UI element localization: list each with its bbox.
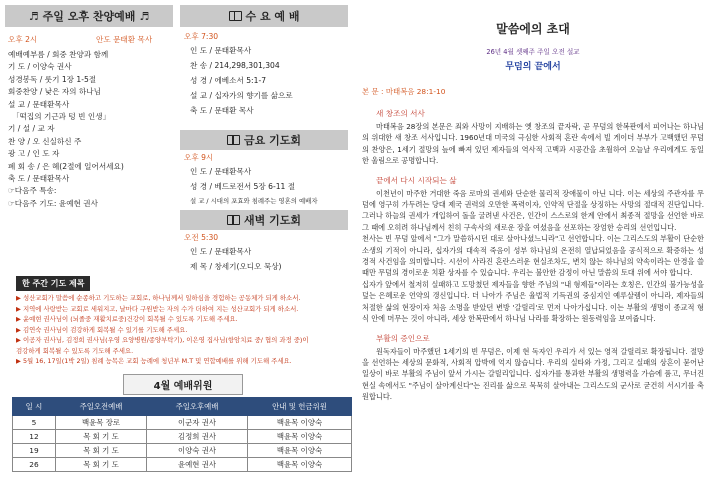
sermon-section-title: 끝에서 다시 시작되는 삶: [376, 175, 457, 185]
duty-cell: 5: [13, 416, 56, 430]
friday-line: 설 교 / 시대의 포효와 침례주는 영혼의 예배자: [190, 197, 318, 206]
dawn-body: [184, 232, 349, 274]
duty-header: 주일오전예배: [56, 398, 147, 416]
wednesday-line: 인 도 / 문태환목사: [190, 46, 252, 56]
afternoon-line: 광 고 / 인 도 자: [8, 149, 60, 159]
duty-cell: 윤예현 권사: [147, 458, 248, 472]
friday-title: 금요 기도회: [244, 134, 301, 147]
afternoon-time: 오후 2시: [8, 35, 38, 44]
prayer-item: ▶ 윤예현 권사님이 (뇌졸중 재활치료중)건강이 회복될 수 있도록 기도해 주세요.: [16, 315, 238, 323]
sermon-title: 무덤의 끝에서: [505, 62, 561, 72]
afternoon-line: 폐 회 송 / 은 혜(2절에 일어서세요): [8, 161, 124, 171]
table-row: [13, 416, 352, 430]
duty-cell: 12: [13, 430, 56, 444]
prayer-item: 검강하게 회복될 수 있도록 기도해 주세요.: [16, 346, 134, 355]
afternoon-line: 축 도 / 문태환목사: [8, 174, 70, 184]
wednesday-line: 축 도 / 문태환 목사: [190, 106, 254, 116]
table-row: [13, 458, 352, 472]
table-row: [13, 444, 352, 458]
dawn-header: [180, 210, 348, 230]
sermon-paragraph: 원독자들이 마주했던 1세기의 빈 무덤은, 이제 현 독자인 우리가 서 있는 영적 갈릴리로 확장됩니다. 절망을 선언하는 세상의 문화적, 사회적 압박에 억지 않습니다. 우리의 실타와 가정, 그리고 실패의 상흔이 묻어난 일상이 바로 부활의 주님이 앞서 가시는 갈릴리입니다. 십자가를 통과한 부활의 생명력을 가슴에 품고, 무너진 현실 속에서도 "주님이 살아계신다"는 진리를 삶으로 묵묵히 살아내는 그리스도의 군사로 굳건히 서시기를 축원합니다.: [362, 346, 704, 402]
afternoon-line: 성경봉독 / 룻기 1장 1-5절: [8, 74, 97, 84]
friday-time: 오후 9시: [184, 153, 214, 162]
wednesday-time: 오후 7:30: [184, 32, 219, 41]
afternoon-order: [8, 49, 176, 210]
prayer-title: 한 주간 기도 제목: [16, 276, 90, 291]
friday-header: [180, 130, 348, 150]
duty-cell: 이군자 권사: [147, 416, 248, 430]
wednesday-header: [180, 5, 348, 27]
afternoon-line: 예배예부름 / 회중 찬양과 함께: [8, 50, 109, 59]
sermon-section-title: 새 창조의 서사: [376, 109, 425, 118]
duty-cell: 김정희 권사: [147, 430, 248, 444]
duty-cell: 목 회 기 도: [56, 430, 147, 444]
duty-table: [12, 397, 352, 472]
sermon-column: [358, 0, 708, 500]
sermon-heading: 말씀에의 초대: [496, 22, 570, 36]
afternoon-header: [5, 5, 173, 27]
prayer-item: ▶ 지역에 사랑받는 교회로 세워지고, 날마다 구원받는 자의 수가 더하여 지는 성산교회가 되게 하소서.: [16, 304, 299, 313]
wednesday-title: 수 요 예 배: [245, 10, 300, 23]
duty-cell: 백윤목 이양숙: [248, 430, 352, 444]
afternoon-line: 회중찬양 / 낮은 자의 하나님: [8, 87, 101, 97]
book-icon: [229, 11, 242, 21]
dawn-title: 새벽 기도회: [244, 214, 301, 227]
duty-cell: 백윤목 이양숙: [248, 444, 352, 458]
duty-table-wrap: [12, 397, 352, 472]
duty-cell: 백윤목 이양숙: [248, 416, 352, 430]
sermon-date: 26년 4월 셋째주 주일 오전 설교: [486, 48, 580, 56]
afternoon-sermon-title: 「떡집의 기근과 텅 빈 인생」: [12, 112, 111, 122]
duty-cell: 목 회 기 도: [56, 444, 147, 458]
dawn-line: 인 도 / 문태환목사: [190, 247, 252, 257]
prayer-list: [16, 293, 354, 367]
sermon-body: [358, 103, 708, 503]
prayer-item: ▶ 5월 16, 17일(1박 2일) 침례 능목은 교회 능례에 청년부 M.T 및 연합예배를 위해 기도해 주세요.: [16, 357, 292, 365]
prayer-item: ▶ 김연숙 권사님이 검강하게 회복될 수 있기를 기도해 주세요.: [16, 325, 188, 334]
duty-header: 주일오후예배: [147, 398, 248, 416]
table-row: [13, 430, 352, 444]
duty-cell: 목 회 기 도: [56, 458, 147, 472]
duty-header: 일 시: [13, 398, 56, 416]
afternoon-line: 설 교 / 문태환목사: [8, 99, 70, 109]
duty-cell: 26: [13, 458, 56, 472]
afternoon-line: 기 도 / 이양숙 권사: [8, 62, 72, 72]
sermon-scripture: 본 문 : 마태복음 28:1-10: [362, 87, 446, 96]
prayer-item: ▶ 이공자 권사님, 김정희 권사님(우영 요양병원/종양부탁기), 이은영 집사님(항암치료 중/ 협의 과정 중)이: [16, 336, 309, 344]
dawn-line: 제 목 / 창세기(오디오 묵상): [190, 262, 282, 272]
afternoon-leader: 안도 문태환 목사: [96, 35, 153, 44]
wednesday-line: 성 경 / 에베소서 5:1-7: [190, 76, 267, 86]
duty-cell: 이양숙 권사: [147, 444, 248, 458]
book-icon: [227, 135, 240, 145]
duty-cell: 19: [13, 444, 56, 458]
friday-line: 성 경 / 베드로전서 5장 6-11 절: [190, 182, 296, 192]
afternoon-line: ☞다음주 기도: 윤예현 권사: [8, 198, 98, 208]
friday-line: 인 도 / 문태환목사: [190, 167, 252, 177]
music-note-icon: ♬: [28, 9, 39, 23]
duty-title: 4월 예배위원: [123, 374, 243, 395]
duty-cell: 백윤목 이양숙: [248, 458, 352, 472]
wednesday-line: 찬 송 / 214,298,301,304: [190, 61, 280, 71]
afternoon-time-row: [8, 34, 178, 46]
afternoon-line: ☞다음주 특송:: [8, 186, 57, 196]
wednesday-line: 설 교 / 십자가의 향기를 삶으로: [190, 91, 293, 101]
friday-body: [184, 152, 349, 209]
prayer-item: ▶ 성산교회가 말씀에 순종하고 기도하는 교회로, 하나님께서 일하심을 경험하는 공동체가 되게 하소서.: [16, 294, 301, 302]
music-note-icon: ♬: [139, 9, 150, 23]
duty-cell: 백윤목 장로: [56, 416, 147, 430]
afternoon-line: 기 / 설 / 교 자: [8, 124, 55, 134]
wednesday-body: [184, 31, 349, 118]
afternoon-title: 주일 오후 찬양예배: [42, 10, 136, 23]
dawn-time: 오전 5:30: [184, 233, 219, 242]
duty-header: 안내 및 헌금위원: [248, 398, 352, 416]
book-icon: [227, 215, 240, 225]
sermon-section-title: 부활의 증인으로: [376, 333, 430, 343]
sermon-paragraph: 이천년이 마주한 거대한 죽음 로마의 권세와 단순한 물리적 장애물이 아닌 니다. 이는 세상의 주관자를 무덤에 영구히 가두려는 당대 제국 권력의 오만한 폭력이자, 인약적 단절을 상징하는 사망의 절대적 진단입니다. 그러나 하늘의 권세가 개입하여 돌을 굴려낸 사건은, 인간이 스스로의 한계 안에서 최종적 절망을 선언한 바로 그 때에 오히려 하나님께서 친히 구속사의 새로운 장을 여셨음을 선포하는 장엄한 승리의 선언입니다. 천사는 빈 무덤 앞에서 "그가 말씀하시던 대로 살아나셨느니라"고 선언합니다. 이는 그리스도의 부활이 단순한 소생의 기적이 아니라, 십자가의 대속적 죽음이 성부 하나님의 온전히 열납되었음을 공식적으로 확증하는 성경적 사건임을 의미합니다. 시선이 사라진 혼란스러운 현실조차도, 변치 않는 하나님의 약속이라는 안경을 쓸 때만 무덤의 경이로운 치환 상자를 수 있습니다. 우리는 불안한 감정이 아닌 말씀의 토대 위에 서야 합니다. 십자가 앞에서 철저히 실패하고 도망쳤던 제자들을 향한 주님의 "내 형제들"이라는 호칭은, 인간의 불가능성을 덮는 은혜로운 언약의 갱신입니다. 더 나아가 주님은 율법적 기득권의 중심지인 예루살렘이 아니라, 제자들의 처절한 삶의 현장이자 처음 소명을 받았던 변방 '갈릴리'로 먼저 나아가십니다. 이는 부활의 생명이 종교적 형식 안에 머무는 것이 아니라, 세상 한복판에서 하나님 나라를 확장하는 원동력임을 보여줍니다.: [362, 188, 704, 324]
sermon-paragraph: 마태복음 28장의 본문은 죄와 사망이 지배하는 옛 창조의 끝자락, 곧 무덤의 한복판에서 피어나는 하나님의 위대한 새 창조 서사입니다. 1960년대 미국의 극심한 사회적 혼란 속에서 빌 게이더 부부가 고백했던 무덤의 찬양은, 1세기 절망의 늪에 빠져 있던 제자들의 역사적 고백과 시공간을 초월하여 오늘날 우리에게도 동일한 울림으로 공명합니다.: [362, 122, 704, 166]
afternoon-line: 찬 양 / 오 신실하신 주: [8, 136, 82, 146]
